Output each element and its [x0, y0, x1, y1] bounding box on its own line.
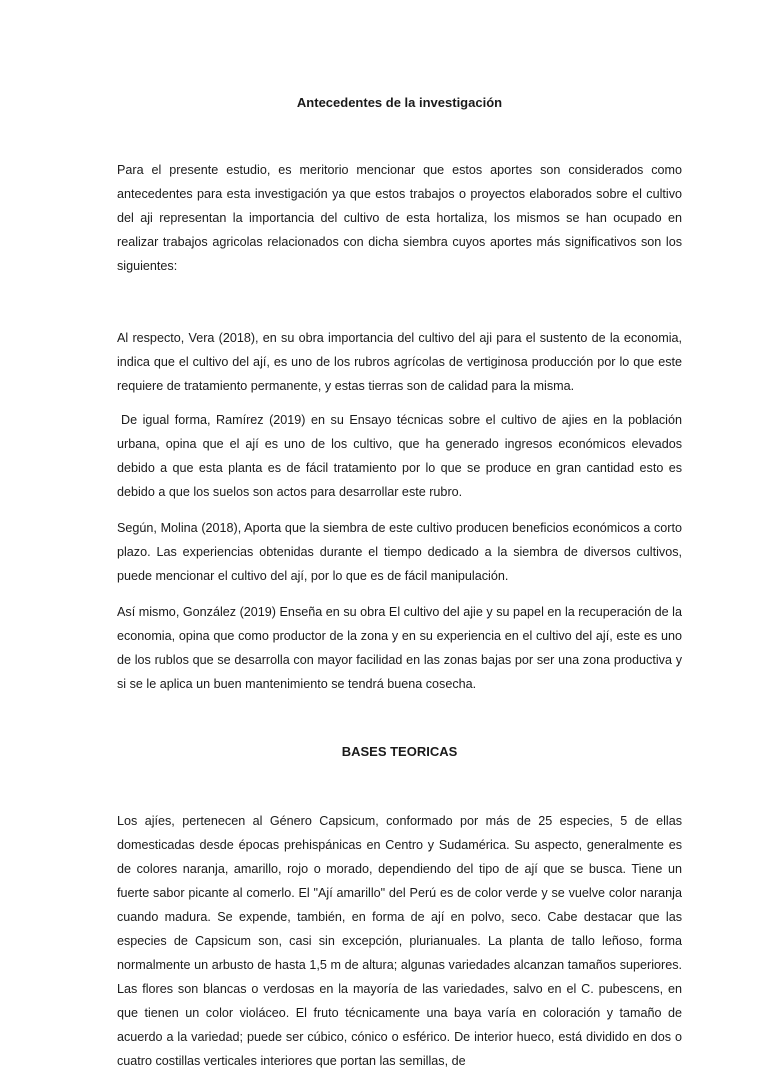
paragraph-vera: Al respecto, Vera (2018), en su obra importancia del cultivo del aji para el sustento de la economia, indica que el cultivo del ají, es uno de los rubros agrícolas de vertiginosa producción por lo que este requiere de tratamiento permanente, y estas tierras son de calidad para la misma. — [117, 331, 682, 393]
paragraph-bases-teoricas: Los ajíes, pertenecen al Género Capsicum, conformado por más de 25 especies, 5 de ellas domesticadas desde épocas prehispánicas en Centro y Sudamérica. Su aspecto, generalmente es de colores naranja, amarillo, rojo o morado, dependiendo del tipo de ají que se busca. Tiene un fuerte sabor picante al comerlo. El "Ají amarillo" del Perú es de color verde y se vuelve color naranja cuando madura. Se expende, también, en forma de ají en polvo, seco. Cabe destacar que las especies de Capsicum son, casi sin excepción, plurianuales. La planta de tallo leñoso, forma normalmente un arbusto de hasta 1,5 m de altura; algunas variedades alcanzan tamaños superiores. Las flores son blancas o verdosas en la mayoría de las variedades, salvo en el C. pubescens, en que tienen un color violáceo. El fruto técnicamente una baya varía en coloración y tamaño de acuerdo a la variedad; puede ser cúbico, cónico o esférico. De interior hueco, está dividido en dos o cuatro costillas verticales interiores que portan las semillas, de — [117, 814, 682, 1068]
section-title: BASES TEORICAS — [341, 744, 458, 759]
paragraph-ramirez: De igual forma, Ramírez (2019) en su Ensayo técnicas sobre el cultivo de ajies en la población urbana, opina que el ají es uno de los cultivo, que ha generado ingresos económicos elevados debido a que esta planta es de fácil tratamiento por lo que se produce en gran cantidad esto es debido a que los suelos son actos para desarrollar este rubro. — [117, 413, 682, 499]
paragraph-intro: Para el presente estudio, es meritorio mencionar que estos aportes son considerados como antecedentes para esta investigación ya que estos trabajos o proyectos elaborados sobre el cultivo del aji representan la importancia del cultivo de esta hortaliza, los mismos se han ocupado en realizar trabajos agricolas relacionados con dicha siembra cuyos aportes más significativos son los siguientes: — [117, 163, 682, 273]
paragraph-molina: Según, Molina (2018), Aporta que la siembra de este cultivo producen beneficios económicos a corto plazo. Las experiencias obtenidas durante el tiempo dedicado a la siembra de diversos cultivos, puede mencionar el cultivo del ají, por lo que es de fácil manipulación. — [117, 521, 682, 583]
paragraph-gonzalez: Así mismo, González (2019) Enseña en su obra El cultivo del ajie y su papel en la recuperación de la economia, opina que como productor de la zona y en su experiencia en el cultivo del ají, este es uno de los rublos que se desarrolla con mayor facilidad en las zonas bajas por ser una zona productiva y si se le aplica un buen mantenimiento se tendrá buena cosecha. — [117, 605, 682, 691]
document-title: Antecedentes de la investigación — [296, 95, 503, 110]
